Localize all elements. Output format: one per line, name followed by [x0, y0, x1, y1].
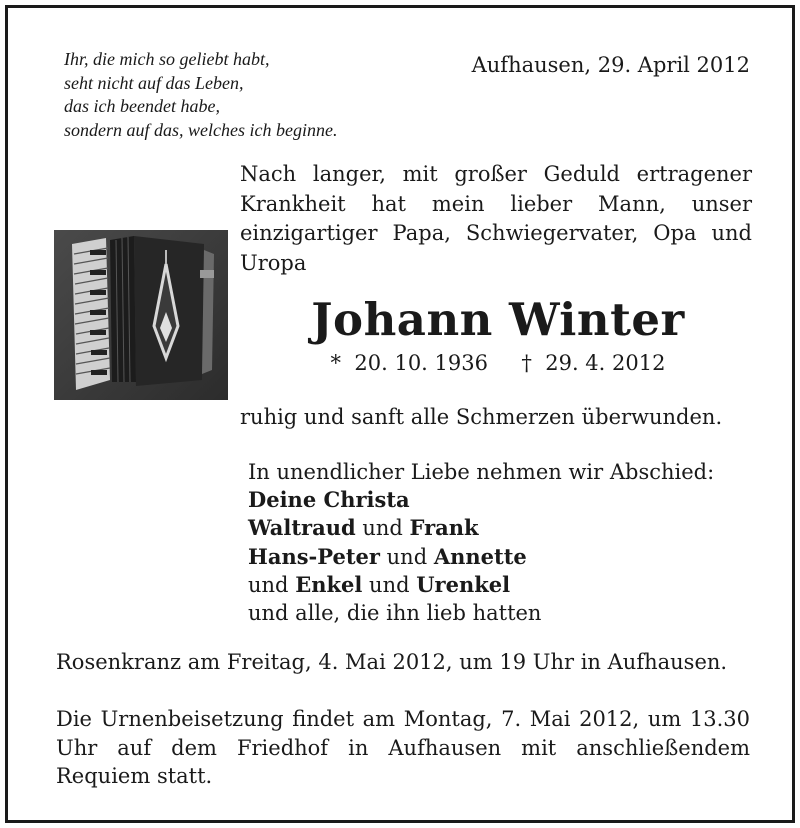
death-symbol: † — [521, 351, 532, 375]
poem-line: sondern auf das, welches ich beginne. — [64, 119, 338, 140]
place-date: Aufhausen, 29. April 2012 — [471, 53, 750, 77]
life-dates — [248, 351, 748, 375]
poem-line: seht nicht auf das Leben, — [64, 72, 244, 93]
conjunction: und — [369, 572, 410, 597]
poem-line: Ihr, die mich so geliebt habt, — [64, 49, 270, 69]
closing-line: ruhig und sanft alle Schmerzen überwunden. — [240, 405, 723, 429]
accordion-icon — [54, 230, 228, 400]
poem-line: das ich beendet habe, — [64, 96, 220, 116]
mourner-name: Annette — [433, 543, 527, 569]
mourners-block — [248, 458, 768, 627]
conjunction: und — [248, 572, 289, 597]
mourner-line — [248, 514, 768, 542]
mourner-line: und alle, die ihn lieb hatten — [248, 601, 542, 626]
mourner-name: Frank — [409, 515, 479, 541]
conjunction: und — [362, 516, 403, 541]
birth-date: 20. 10. 1936 — [354, 351, 488, 375]
conjunction: und — [386, 544, 428, 569]
rosenkranz-notice: Rosenkranz am Freitag, 4. Mai 2012, um 19 Uhr in Aufhausen. — [56, 650, 728, 674]
urnenbeisetzung-notice: Die Urnenbeisetzung findet am Montag, 7. Mai 2012, um 13.30 Uhr auf dem Friedhof in Aufhausen mit anschließendem Requiem statt. — [56, 707, 750, 788]
poem — [64, 48, 464, 142]
mourner-name: Deine Christa — [248, 487, 410, 513]
mourner-name: Hans-Peter — [248, 543, 380, 569]
deceased-name: Johann Winter — [311, 293, 685, 346]
mourner-name: Urenkel — [416, 571, 511, 597]
mourners-intro: In unendlicher Liebe nehmen wir Abschied: — [248, 460, 715, 484]
mourner-name: Waltraud — [248, 515, 356, 541]
mourner-name: Enkel — [295, 571, 363, 597]
death-date: 29. 4. 2012 — [545, 351, 666, 375]
accordion-photo — [54, 230, 228, 400]
mourner-line — [248, 543, 768, 571]
birth-symbol: * — [330, 351, 342, 375]
mourner-line — [248, 571, 768, 599]
mourner-line — [248, 486, 768, 514]
intro-text: Nach langer, mit großer Geduld ertragener Krankheit hat mein lieber Mann, unser einzigartiger Papa, Schwiegervater, Opa und Uropa — [240, 162, 752, 275]
obituary-frame — [5, 5, 795, 823]
